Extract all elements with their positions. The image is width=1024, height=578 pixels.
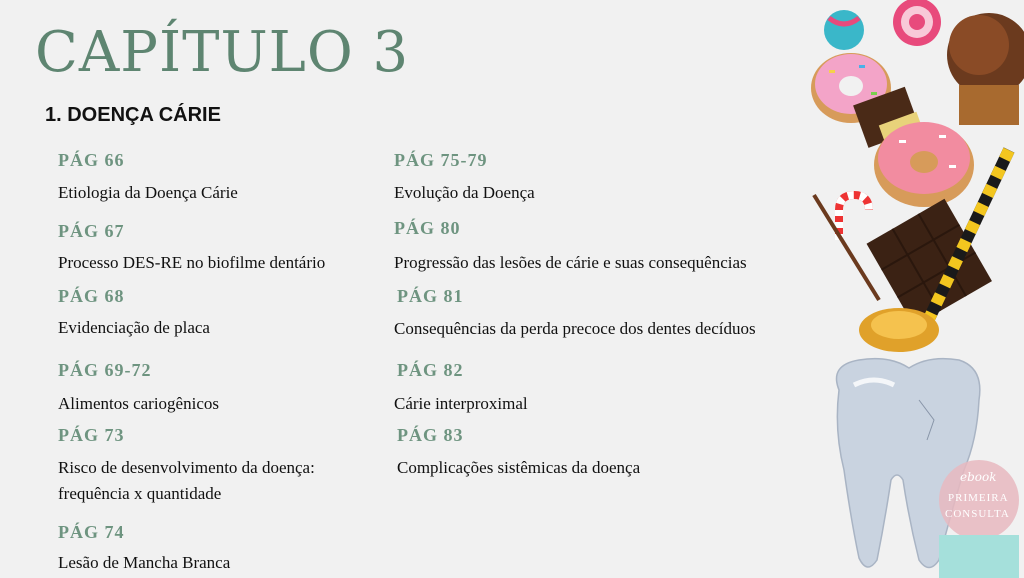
badge-line2-text: CONSULTA (945, 508, 1010, 520)
entry-topic-69-72: Alimentos cariogênicos (58, 394, 219, 413)
entry-page-80: PÁG 80 (394, 218, 461, 238)
entry-topic-83: Complicações sistêmicas da doença (397, 458, 641, 477)
entry-topic-66: Etiologia da Doença Cárie (58, 183, 238, 202)
chapter-title: CAPÍTULO 3 (35, 20, 410, 85)
entry-topic-74: Lesão de Mancha Branca (58, 553, 231, 572)
entry-topic-67: Processo DES-RE no biofilme dentário (58, 253, 326, 272)
entry-topic-68: Evidenciação de placa (58, 318, 210, 337)
entry-page-83: PÁG 83 (397, 425, 464, 445)
entry-page-73: PÁG 73 (58, 425, 125, 445)
candy-cane-icon (839, 195, 869, 240)
caramel-icon (859, 308, 939, 352)
candy-ball-icon (824, 10, 864, 50)
muffin-icon (947, 13, 1024, 125)
pink-donut-icon (874, 122, 974, 207)
entry-page-67: PÁG 67 (58, 221, 125, 241)
badge-script-text: ebook (960, 470, 997, 484)
entry-page-74: PÁG 74 (58, 522, 125, 542)
entry-page-82: PÁG 82 (397, 360, 464, 380)
entry-topic-73: Risco de desenvolvimento da doença: frequência x quantidade (58, 458, 315, 503)
entry-topic-75-79: Evolução da Doença (394, 183, 535, 202)
badge-line1-text: PRIMEIRA (948, 492, 1009, 504)
entry-topic-80: Progressão das lesões de cárie e suas consequências (394, 253, 747, 272)
section-title: 1. DOENÇA CÁRIE (45, 104, 221, 126)
entry-page-81: PÁG 81 (397, 286, 464, 306)
entry-topic-81: Consequências da perda precoce dos dentes decíduos (394, 319, 756, 338)
entry-page-75-79: PÁG 75-79 (394, 150, 488, 170)
entry-topic-82: Cárie interproximal (394, 394, 528, 413)
entry-page-69-72: PÁG 69-72 (58, 360, 152, 380)
entry-page-68: PÁG 68 (58, 286, 125, 306)
entry-page-66: PÁG 66 (58, 150, 125, 170)
lollipop-icon (893, 0, 941, 46)
